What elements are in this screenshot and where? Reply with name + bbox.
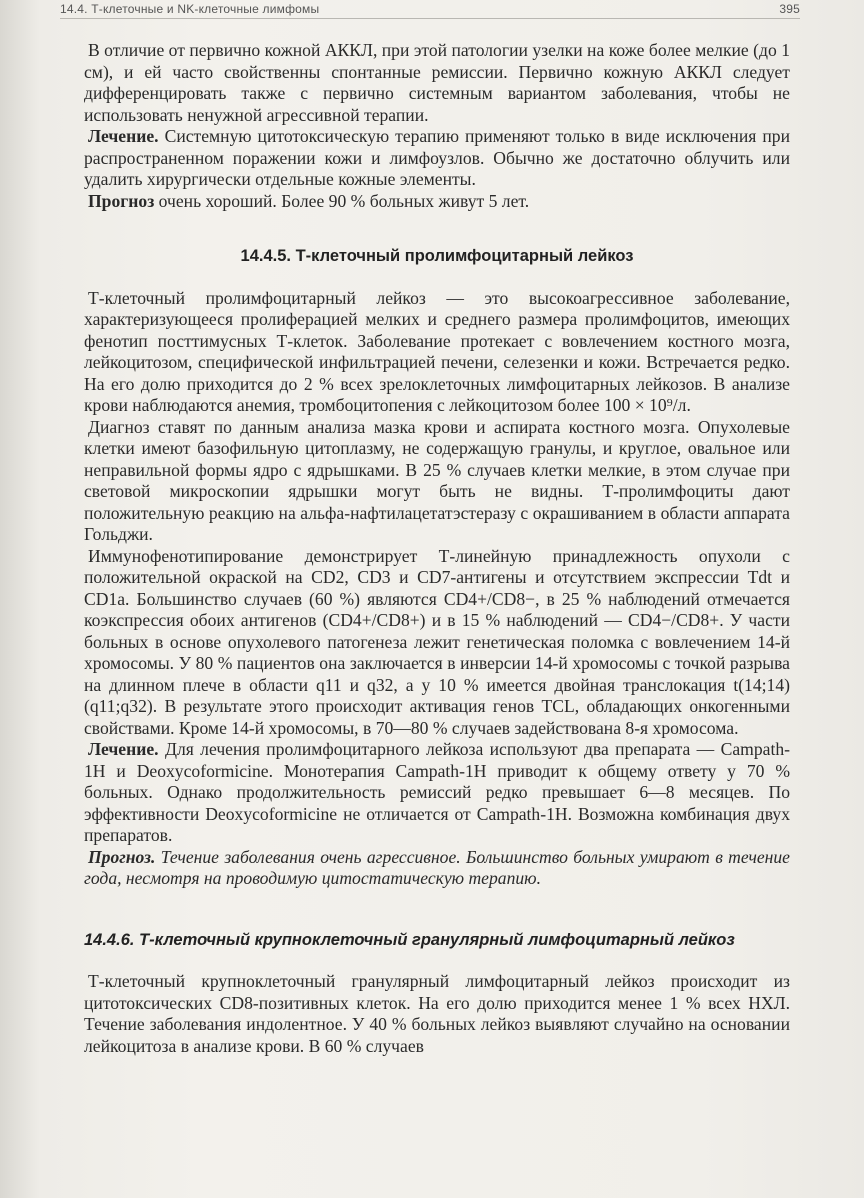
running-head	[60, 4, 800, 19]
treatment-text: Системную цитотоксическую терапию применяют только в виде исключения при распространенном поражении кожи и лимфоузлов. Обычно же достаточно облучить или удалить хирургически отдельные кожные элементы.	[84, 126, 790, 189]
treatment-lead: Лечение.	[88, 126, 159, 146]
chapter-title: 14.4. Т-клеточные и NK-клеточные лимфомы	[60, 2, 320, 16]
prognosis-text: очень хороший. Более 90 % больных живут 5 лет.	[154, 190, 530, 211]
section1-paragraph-3: Иммунофенотипирование демонстрирует Т-линейную принадлежность опухоли с положительной окраской на CD2, CD3 и CD7-антигены и отсутствием экспрессии Tdt и CD1a. Большинство случаев (60 %) являются CD4+/CD8−, в 25 % наблюдений отмечается коэкспрессия обоих антигенов (CD4+/CD8+) и в 15 % наблюдений — CD4−/CD8+. У части больных в основе опухолевого патогенеза лежит генетическая поломка с вовлечением 14-й хромосомы. У 80 % пациентов она заключается в инверсии 14-й хромосомы с точкой разрыва на длинном плече в области q11 и q32, а у 10 % имеется двойная транслокация t(14;14)(q11;q32). В результате этого происходит активация генов TCL, обладающих онкогенными свойствами. Кроме 14-й хромосомы, в 70—80 % случаев задействована 8-я хромосома.	[84, 545, 790, 738]
section2-paragraph-1: Т-клеточный крупноклеточный гранулярный лимфоцитарный лейкоз происходит из цитотоксических CD8-позитивных клеток. На его долю приходится менее 1 % всех НХЛ. Течение заболевания индолентное. У 40 % больных лейкоз выявляют случайно на основании лейкоцитоза в анализе крови. В 60 % случаев	[84, 971, 790, 1056]
page-number: 395	[779, 2, 800, 16]
section1-treatment-lead: Лечение.	[88, 739, 159, 759]
section1-prognosis-lead: Прогноз.	[88, 846, 156, 867]
section1-prognosis-paragraph	[84, 847, 790, 890]
section1-paragraph-1: Т-клеточный пролимфоцитарный лейкоз — это высокоагрессивное заболевание, характеризующееся пролиферацией мелких и среднего размера пролимфоцитов, имеющих фенотип посттимусных Т-клеток. Заболевание протекает с вовлечением костного мозга, лейкоцитозом, специфической инфильтрацией печени, селезенки и кожи. Встречается редко. На его долю приходится до 2 % всех зрелоклеточных лимфоцитарных лейкозов. В анализе крови наблюдаются анемия, тромбоцитопения с лейкоцитозом более 100 × 10⁹/л.	[84, 287, 790, 415]
prognosis-lead: Прогноз	[88, 190, 155, 211]
page-body	[84, 40, 790, 1057]
section1-treatment-paragraph	[84, 739, 790, 847]
section-heading: 14.4.5. Т-клеточный пролимфоцитарный лейкоз	[240, 247, 634, 265]
section1-paragraph-2: Диагноз ставят по данным анализа мазка крови и аспирата костного мозга. Опухолевые клетки имеют базофильную цитоплазму, не содержащую гранулы, и круглое, овальное или неправильной формы ядро с ядрышками. В 25 % случаев клетки мелкие, в этом случае при световой микроскопии ядрышки могут быть не видны. Т-пролимфоциты дают положительную реакцию на альфа-нафтилацетатэстеразу с окрашиванием в области аппарата Гольджи.	[84, 416, 790, 544]
intro-paragraph: В отличие от первично кожной АККЛ, при этой патологии узелки на коже более мелкие (до 1 см), и ей часто свойственны спонтанные ремиссии. Первично кожную АККЛ следует дифференцировать также с первично системным вариантом заболевания, чтобы не использовать ненужной агрессивной терапии.	[84, 40, 790, 125]
intro-prognosis-paragraph	[84, 191, 790, 213]
section-heading-2: 14.4.6. Т-клеточный крупноклеточный гранулярный лимфоцитарный лейкоз	[84, 930, 735, 949]
section1-treatment-text: Для лечения пролимфоцитарного лейкоза используют два препарата — Campath-1H и Deoxycoformicine. Монотерапия Campath-1H приводит к общему ответу у 70 % больных. Однако продолжительность ремиссий редко превышает 6—8 месяцев. По эффективности Deoxycoformicine не отличается от Campath-1H. Возможна комбинация двух препаратов.	[84, 739, 790, 845]
section1-prognosis-text: Течение заболевания очень агрессивное. Большинство больных умирают в течение года, несмотря на проводимую цитостатическую терапию.	[84, 846, 790, 888]
intro-treatment-paragraph	[84, 126, 790, 191]
